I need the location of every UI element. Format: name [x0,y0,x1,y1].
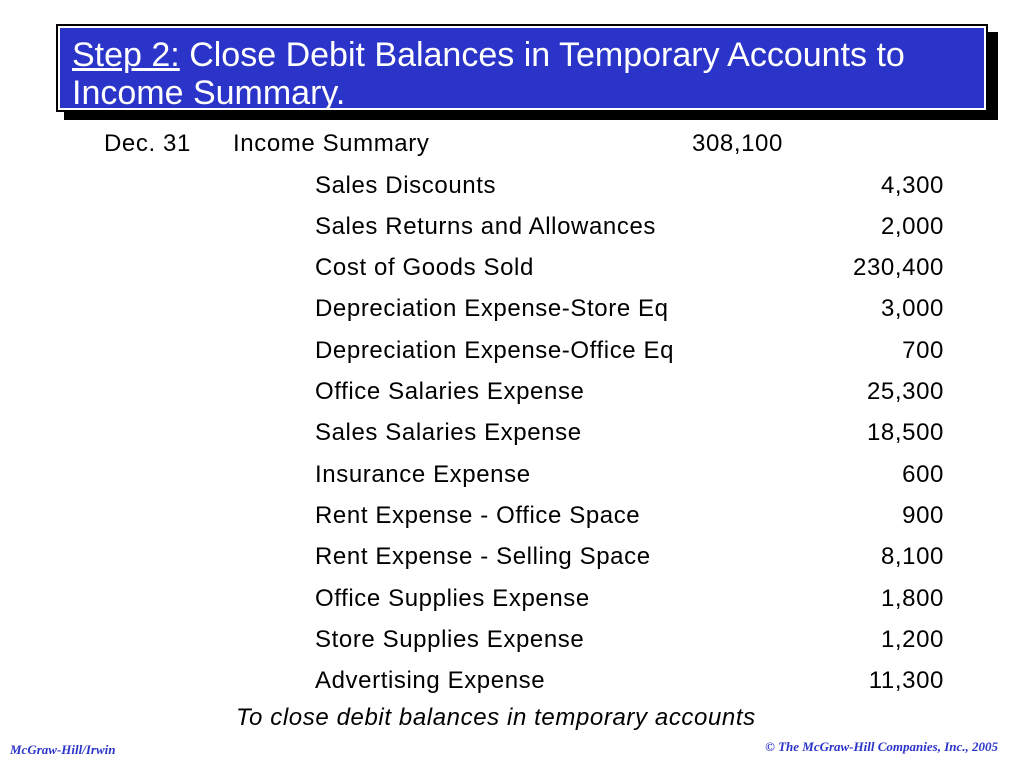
title-text: Close Debit Balances in Temporary Accounts to Income Summary. [72,36,905,112]
credit-account: Store Supplies Expense [315,626,585,653]
credit-amount: 600 [902,461,944,488]
credit-amount: 700 [902,337,944,364]
credit-amount: 900 [902,502,944,529]
credit-amount: 25,300 [866,378,944,405]
credit-row [0,208,1024,246]
credit-account: Rent Expense - Office Space [315,502,641,529]
credit-row [0,456,1024,494]
slide-title [58,26,986,110]
credit-amount: 1,200 [880,626,944,653]
credit-account: Rent Expense - Selling Space [315,543,651,570]
credit-amount: 2,000 [880,213,944,240]
credit-row [0,414,1024,452]
credit-amount: 18,500 [866,419,944,446]
credit-account: Office Salaries Expense [315,378,585,405]
credit-amount: 4,300 [880,172,944,199]
journal-explanation: To close debit balances in temporary accounts [236,704,756,731]
credit-amount: 8,100 [880,543,944,570]
publisher-label: McGraw-Hill/Irwin [10,742,116,757]
credit-row [0,167,1024,205]
credit-row [0,332,1024,370]
debit-amount: 308,100 [692,130,783,157]
credit-account: Depreciation Expense-Office Eq [315,337,675,364]
credit-row [0,580,1024,618]
credit-row [0,497,1024,535]
credit-row [0,290,1024,328]
credit-account: Office Supplies Expense [315,585,590,612]
credit-account: Advertising Expense [315,667,546,694]
credit-amount: 3,000 [880,295,944,322]
credit-row [0,621,1024,659]
credit-amount: 230,400 [853,254,944,281]
journal-debit-row [0,125,1024,163]
credit-amount: 11,300 [868,667,944,694]
debit-account: Income Summary [233,130,430,157]
title-step-label: Step 2: [72,36,180,74]
credit-row [0,373,1024,411]
credit-row [0,662,1024,700]
credit-row [0,249,1024,287]
credit-amount: 1,800 [880,585,944,612]
credit-account: Sales Returns and Allowances [315,213,656,240]
credit-account: Sales Discounts [315,172,497,199]
credit-account: Sales Salaries Expense [315,419,582,446]
credit-account: Depreciation Expense-Store Eq [315,295,669,322]
credit-account: Insurance Expense [315,461,531,488]
copyright-label: © The McGraw-Hill Companies, Inc., 2005 [765,739,998,754]
credit-account: Cost of Goods Sold [315,254,534,281]
journal-date: Dec. 31 [104,130,191,157]
credit-row [0,538,1024,576]
